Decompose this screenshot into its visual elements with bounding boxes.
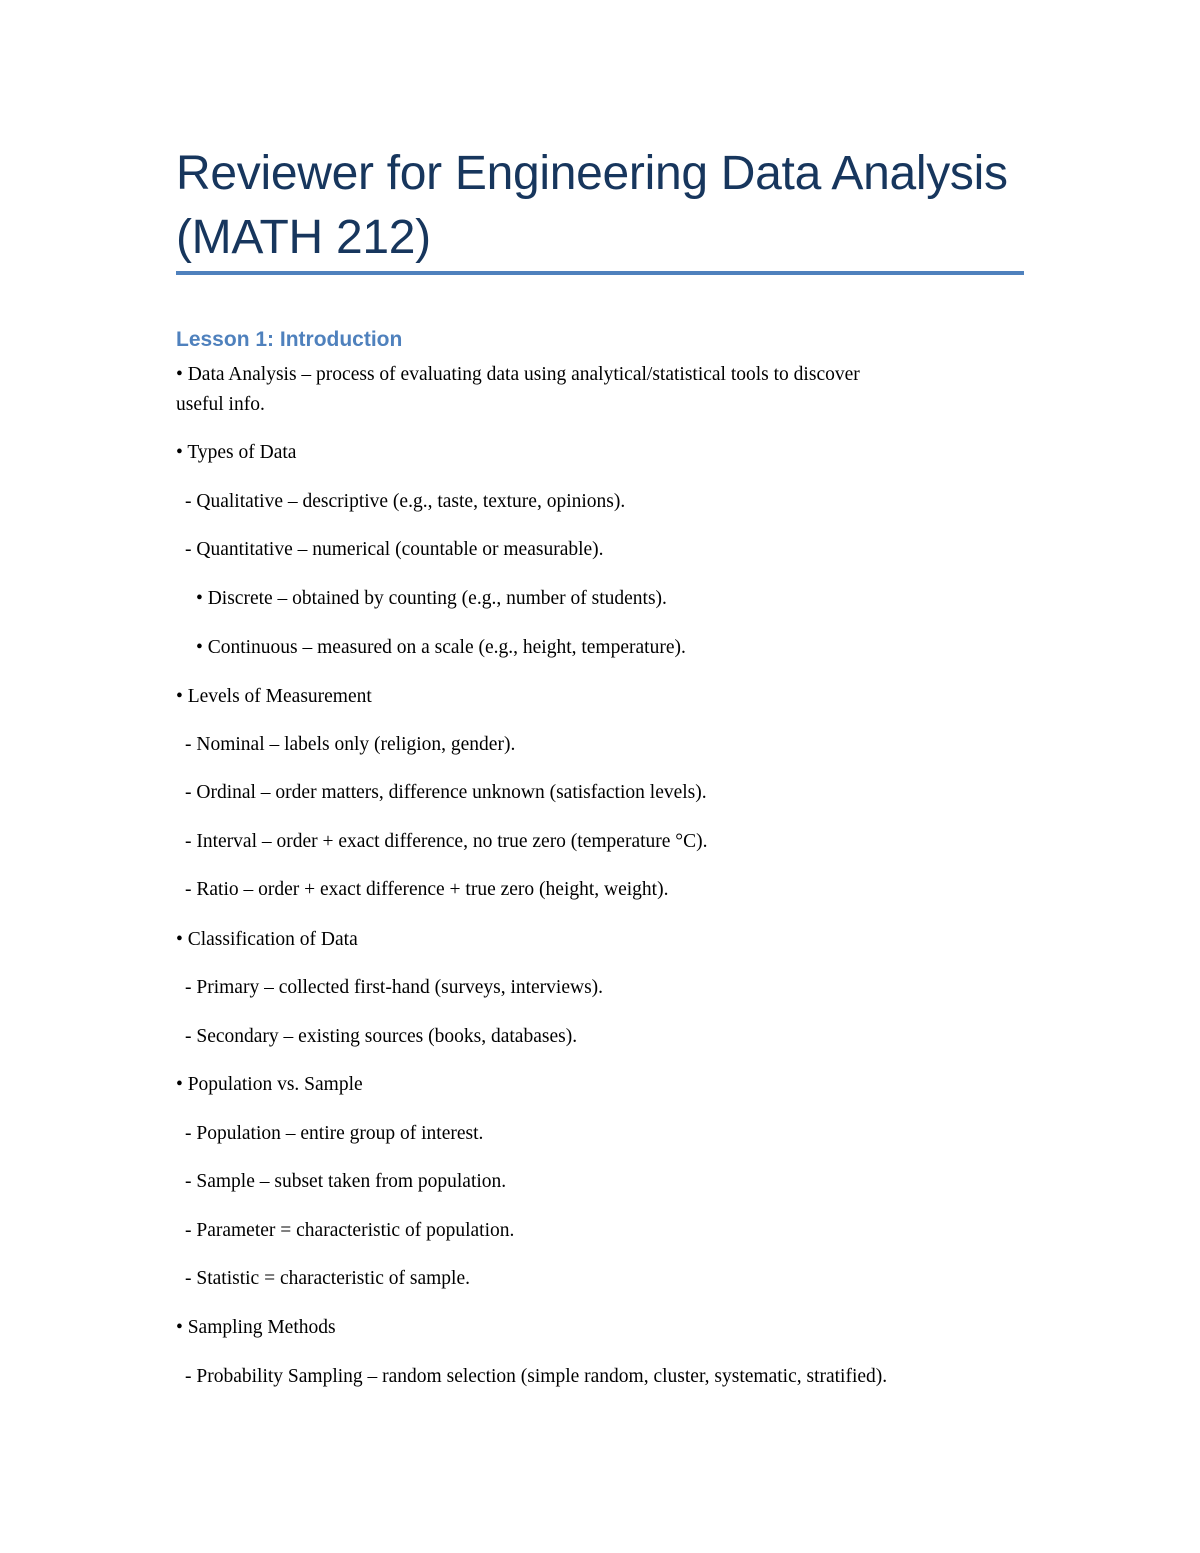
item-ratio: - Ratio – order + exact difference + true zero (height, weight). (185, 879, 669, 900)
item-probability-sampling: - Probability Sampling – random selection (simple random, cluster, systematic, stratified). (185, 1366, 888, 1387)
body-line-data-analysis: • Data Analysis – process of evaluating data using analytical/statistical tools to discover (176, 364, 860, 385)
title-line-1: Reviewer for Engineering Data Analysis (176, 147, 1008, 200)
bullet-classification-of-data: • Classification of Data (176, 929, 358, 950)
item-qualitative: - Qualitative – descriptive (e.g., taste, texture, opinions). (185, 491, 626, 512)
item-parameter: - Parameter = characteristic of population. (185, 1220, 515, 1241)
item-quantitative: - Quantitative – numerical (countable or measurable). (185, 539, 604, 560)
title-line-2: (MATH 212) (176, 211, 431, 264)
bullet-levels-of-measurement: • Levels of Measurement (176, 686, 372, 707)
subitem-continuous: • Continuous – measured on a scale (e.g., height, temperature). (196, 637, 686, 658)
subitem-discrete: • Discrete – obtained by counting (e.g., number of students). (196, 588, 667, 609)
bullet-population-vs-sample: • Population vs. Sample (176, 1074, 363, 1095)
item-interval: - Interval – order + exact difference, no true zero (temperature °C). (185, 831, 708, 852)
item-sample: - Sample – subset taken from population. (185, 1171, 507, 1192)
title-underline-rule (176, 271, 1024, 275)
item-primary: - Primary – collected first-hand (surveys, interviews). (185, 977, 604, 998)
document-title (176, 142, 1036, 270)
item-population: - Population – entire group of interest. (185, 1123, 484, 1144)
bullet-sampling-methods: • Sampling Methods (176, 1317, 336, 1338)
item-nominal: - Nominal – labels only (religion, gender). (185, 734, 516, 755)
body-line-data-analysis-cont: useful info. (176, 394, 265, 415)
lesson-1-heading: Lesson 1: Introduction (176, 328, 403, 351)
bullet-types-of-data: • Types of Data (176, 442, 297, 463)
item-statistic: - Statistic = characteristic of sample. (185, 1268, 470, 1289)
item-ordinal: - Ordinal – order matters, difference unknown (satisfaction levels). (185, 782, 707, 803)
item-secondary: - Secondary – existing sources (books, databases). (185, 1026, 578, 1047)
